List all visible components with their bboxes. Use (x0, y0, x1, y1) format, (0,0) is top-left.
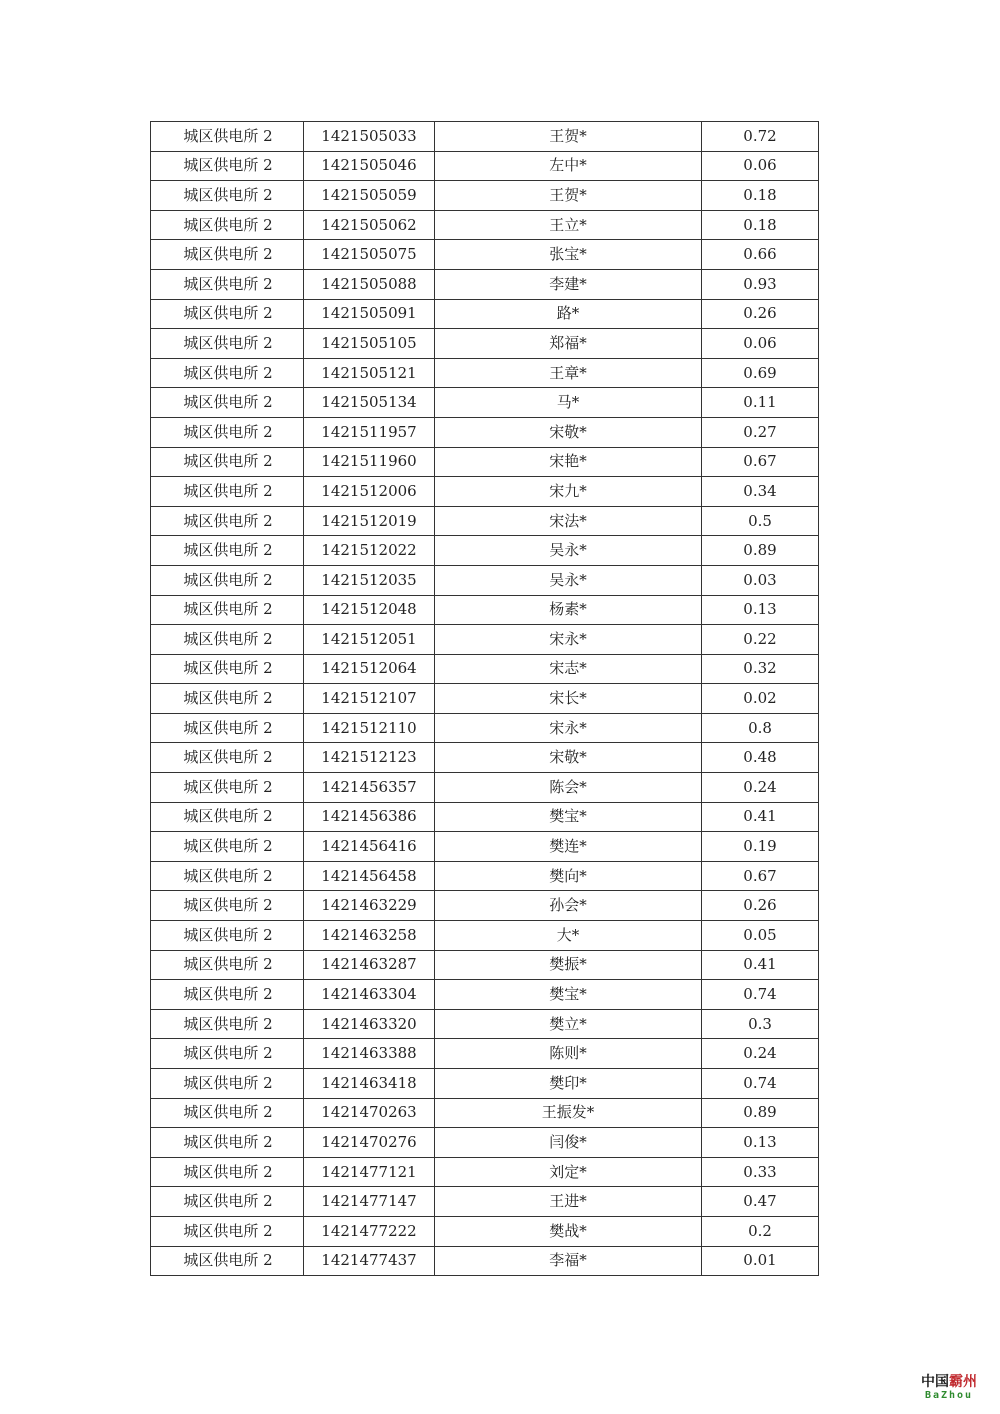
cell-name: 郑福* (435, 329, 702, 359)
cell-amount: 0.01 (702, 1246, 819, 1276)
cell-account: 1421463258 (304, 921, 435, 951)
table-row (151, 1187, 819, 1217)
table-row (151, 1039, 819, 1069)
table-row (151, 151, 819, 181)
cell-amount: 0.19 (702, 832, 819, 862)
cell-unit: 城区供电所 2 (151, 980, 304, 1010)
cell-account: 1421512110 (304, 713, 435, 743)
cell-unit: 城区供电所 2 (151, 921, 304, 951)
data-table (150, 121, 819, 1276)
cell-account: 1421505091 (304, 299, 435, 329)
cell-name: 樊宝* (435, 980, 702, 1010)
cell-amount: 0.74 (702, 980, 819, 1010)
table-row (151, 743, 819, 773)
cell-unit: 城区供电所 2 (151, 181, 304, 211)
cell-account: 1421512048 (304, 595, 435, 625)
cell-account: 1421505134 (304, 388, 435, 418)
cell-account: 1421470276 (304, 1128, 435, 1158)
cell-unit: 城区供电所 2 (151, 832, 304, 862)
cell-account: 1421505046 (304, 151, 435, 181)
cell-amount: 0.24 (702, 773, 819, 803)
cell-amount: 0.34 (702, 477, 819, 507)
cell-unit: 城区供电所 2 (151, 210, 304, 240)
cell-unit: 城区供电所 2 (151, 506, 304, 536)
cell-amount: 0.41 (702, 802, 819, 832)
cell-amount: 0.89 (702, 536, 819, 566)
cell-name: 宋敬* (435, 743, 702, 773)
cell-account: 1421505075 (304, 240, 435, 270)
table-row (151, 1157, 819, 1187)
cell-name: 王章* (435, 358, 702, 388)
table-row (151, 980, 819, 1010)
cell-amount: 0.66 (702, 240, 819, 270)
table-row (151, 891, 819, 921)
cell-unit: 城区供电所 2 (151, 1039, 304, 1069)
table-row (151, 536, 819, 566)
cell-amount: 0.69 (702, 358, 819, 388)
cell-name: 宋长* (435, 684, 702, 714)
table-row (151, 269, 819, 299)
cell-account: 1421511957 (304, 417, 435, 447)
cell-name: 王立* (435, 210, 702, 240)
table-row (151, 1128, 819, 1158)
cell-name: 路* (435, 299, 702, 329)
cell-amount: 0.3 (702, 1009, 819, 1039)
cell-unit: 城区供电所 2 (151, 654, 304, 684)
cell-name: 宋艳* (435, 447, 702, 477)
cell-name: 马* (435, 388, 702, 418)
cell-name: 王贺* (435, 181, 702, 211)
data-table-container (150, 121, 818, 1276)
cell-name: 宋敬* (435, 417, 702, 447)
cell-amount: 0.32 (702, 654, 819, 684)
cell-unit: 城区供电所 2 (151, 329, 304, 359)
cell-account: 1421505033 (304, 122, 435, 152)
cell-account: 1421463388 (304, 1039, 435, 1069)
cell-name: 樊宝* (435, 802, 702, 832)
cell-name: 樊连* (435, 832, 702, 862)
table-row (151, 1069, 819, 1099)
cell-account: 1421512123 (304, 743, 435, 773)
cell-unit: 城区供电所 2 (151, 151, 304, 181)
cell-account: 1421505062 (304, 210, 435, 240)
cell-amount: 0.72 (702, 122, 819, 152)
cell-amount: 0.89 (702, 1098, 819, 1128)
cell-unit: 城区供电所 2 (151, 891, 304, 921)
table-row (151, 240, 819, 270)
cell-account: 1421477147 (304, 1187, 435, 1217)
cell-account: 1421477222 (304, 1216, 435, 1246)
table-row (151, 595, 819, 625)
cell-unit: 城区供电所 2 (151, 447, 304, 477)
table-row (151, 506, 819, 536)
cell-amount: 0.27 (702, 417, 819, 447)
cell-amount: 0.18 (702, 210, 819, 240)
cell-name: 李建* (435, 269, 702, 299)
table-row (151, 861, 819, 891)
cell-name: 王贺* (435, 122, 702, 152)
cell-unit: 城区供电所 2 (151, 950, 304, 980)
cell-amount: 0.06 (702, 151, 819, 181)
table-row (151, 299, 819, 329)
cell-amount: 0.33 (702, 1157, 819, 1187)
cell-unit: 城区供电所 2 (151, 1128, 304, 1158)
cell-account: 1421512107 (304, 684, 435, 714)
cell-name: 杨素* (435, 595, 702, 625)
cell-amount: 0.18 (702, 181, 819, 211)
cell-name: 王进* (435, 1187, 702, 1217)
cell-unit: 城区供电所 2 (151, 1187, 304, 1217)
cell-amount: 0.41 (702, 950, 819, 980)
table-row (151, 1098, 819, 1128)
watermark-title-part2: 霸州 (949, 1374, 977, 1390)
cell-name: 宋志* (435, 654, 702, 684)
cell-unit: 城区供电所 2 (151, 1216, 304, 1246)
cell-unit: 城区供电所 2 (151, 122, 304, 152)
cell-name: 吴永* (435, 536, 702, 566)
cell-amount: 0.74 (702, 1069, 819, 1099)
cell-unit: 城区供电所 2 (151, 861, 304, 891)
cell-amount: 0.03 (702, 565, 819, 595)
cell-account: 1421505059 (304, 181, 435, 211)
cell-name: 闫俊* (435, 1128, 702, 1158)
cell-unit: 城区供电所 2 (151, 1098, 304, 1128)
table-row (151, 832, 819, 862)
table-row (151, 122, 819, 152)
cell-name: 王振发* (435, 1098, 702, 1128)
table-row (151, 1216, 819, 1246)
table-row (151, 802, 819, 832)
cell-unit: 城区供电所 2 (151, 417, 304, 447)
cell-amount: 0.13 (702, 595, 819, 625)
cell-unit: 城区供电所 2 (151, 536, 304, 566)
cell-account: 1421456458 (304, 861, 435, 891)
cell-amount: 0.11 (702, 388, 819, 418)
table-row (151, 477, 819, 507)
cell-account: 1421463304 (304, 980, 435, 1010)
table-row (151, 447, 819, 477)
cell-name: 樊印* (435, 1069, 702, 1099)
cell-name: 刘定* (435, 1157, 702, 1187)
cell-account: 1421463418 (304, 1069, 435, 1099)
site-watermark-logo (914, 1374, 984, 1402)
cell-account: 1421463229 (304, 891, 435, 921)
cell-name: 陈会* (435, 773, 702, 803)
cell-amount: 0.26 (702, 299, 819, 329)
cell-name: 樊振* (435, 950, 702, 980)
cell-name: 宋永* (435, 625, 702, 655)
cell-account: 1421512064 (304, 654, 435, 684)
cell-account: 1421512006 (304, 477, 435, 507)
cell-name: 宋永* (435, 713, 702, 743)
cell-unit: 城区供电所 2 (151, 240, 304, 270)
cell-account: 1421505105 (304, 329, 435, 359)
cell-amount: 0.26 (702, 891, 819, 921)
watermark-title-part1: 中国 (921, 1374, 949, 1390)
cell-amount: 0.8 (702, 713, 819, 743)
cell-name: 李福* (435, 1246, 702, 1276)
cell-name: 樊战* (435, 1216, 702, 1246)
table-row (151, 181, 819, 211)
table-row (151, 773, 819, 803)
table-row (151, 388, 819, 418)
cell-amount: 0.06 (702, 329, 819, 359)
cell-name: 宋九* (435, 477, 702, 507)
cell-amount: 0.13 (702, 1128, 819, 1158)
cell-name: 左中* (435, 151, 702, 181)
cell-name: 陈则* (435, 1039, 702, 1069)
cell-unit: 城区供电所 2 (151, 1009, 304, 1039)
cell-unit: 城区供电所 2 (151, 595, 304, 625)
cell-account: 1421477121 (304, 1157, 435, 1187)
watermark-title (914, 1374, 984, 1390)
cell-amount: 0.05 (702, 921, 819, 951)
cell-amount: 0.93 (702, 269, 819, 299)
table-body (151, 122, 819, 1276)
cell-account: 1421477437 (304, 1246, 435, 1276)
table-row (151, 565, 819, 595)
cell-account: 1421505088 (304, 269, 435, 299)
watermark-latin: BaZhou (924, 1390, 974, 1401)
cell-unit: 城区供电所 2 (151, 625, 304, 655)
cell-amount: 0.47 (702, 1187, 819, 1217)
table-row (151, 1009, 819, 1039)
cell-unit: 城区供电所 2 (151, 388, 304, 418)
cell-account: 1421456386 (304, 802, 435, 832)
table-row (151, 684, 819, 714)
cell-account: 1421456357 (304, 773, 435, 803)
table-row (151, 625, 819, 655)
table-row (151, 210, 819, 240)
cell-unit: 城区供电所 2 (151, 1069, 304, 1099)
cell-name: 樊向* (435, 861, 702, 891)
cell-account: 1421512022 (304, 536, 435, 566)
cell-unit: 城区供电所 2 (151, 299, 304, 329)
cell-account: 1421512019 (304, 506, 435, 536)
cell-name: 张宝* (435, 240, 702, 270)
cell-unit: 城区供电所 2 (151, 358, 304, 388)
cell-account: 1421512051 (304, 625, 435, 655)
cell-unit: 城区供电所 2 (151, 802, 304, 832)
cell-name: 大* (435, 921, 702, 951)
cell-account: 1421456416 (304, 832, 435, 862)
cell-amount: 0.02 (702, 684, 819, 714)
table-row (151, 950, 819, 980)
cell-name: 孙会* (435, 891, 702, 921)
table-row (151, 713, 819, 743)
cell-unit: 城区供电所 2 (151, 713, 304, 743)
cell-account: 1421511960 (304, 447, 435, 477)
cell-account: 1421463320 (304, 1009, 435, 1039)
table-row (151, 654, 819, 684)
table-row (151, 417, 819, 447)
cell-unit: 城区供电所 2 (151, 269, 304, 299)
cell-amount: 0.5 (702, 506, 819, 536)
cell-account: 1421470263 (304, 1098, 435, 1128)
cell-name: 吴永* (435, 565, 702, 595)
cell-unit: 城区供电所 2 (151, 477, 304, 507)
table-row (151, 358, 819, 388)
cell-amount: 0.67 (702, 447, 819, 477)
cell-account: 1421505121 (304, 358, 435, 388)
cell-unit: 城区供电所 2 (151, 565, 304, 595)
cell-unit: 城区供电所 2 (151, 743, 304, 773)
cell-amount: 0.48 (702, 743, 819, 773)
table-row (151, 921, 819, 951)
cell-unit: 城区供电所 2 (151, 773, 304, 803)
cell-amount: 0.22 (702, 625, 819, 655)
cell-amount: 0.24 (702, 1039, 819, 1069)
cell-amount: 0.2 (702, 1216, 819, 1246)
cell-unit: 城区供电所 2 (151, 1246, 304, 1276)
cell-account: 1421512035 (304, 565, 435, 595)
cell-unit: 城区供电所 2 (151, 684, 304, 714)
cell-amount: 0.67 (702, 861, 819, 891)
table-row (151, 329, 819, 359)
table-row (151, 1246, 819, 1276)
cell-account: 1421463287 (304, 950, 435, 980)
cell-unit: 城区供电所 2 (151, 1157, 304, 1187)
cell-name: 宋法* (435, 506, 702, 536)
cell-name: 樊立* (435, 1009, 702, 1039)
